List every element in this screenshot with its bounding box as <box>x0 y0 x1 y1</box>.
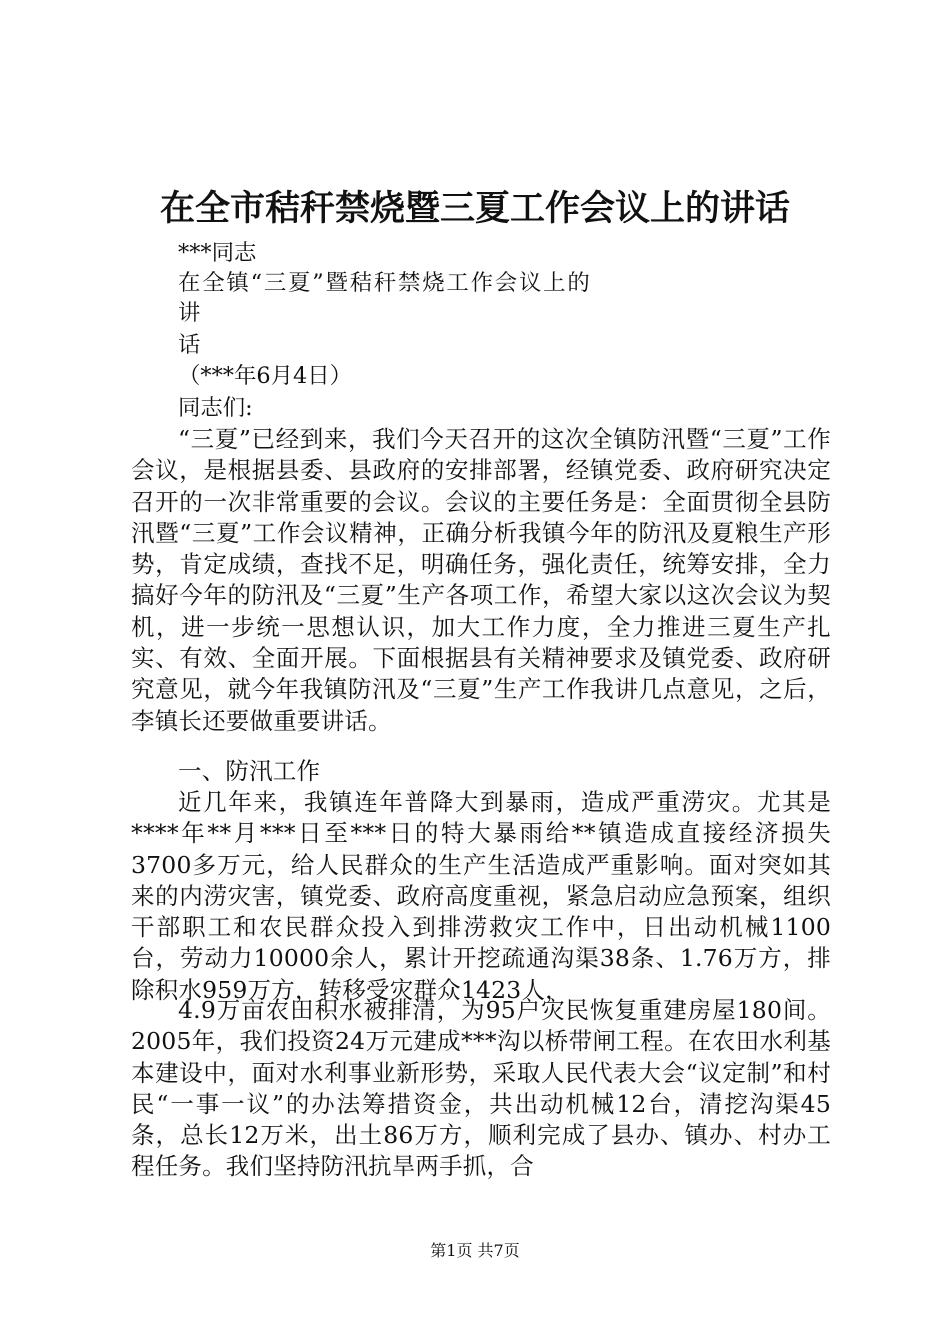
speaker-line: ***同志 <box>178 240 257 266</box>
subtitle-line: 在全镇“三夏”暨秸秆禁烧工作会议上的 <box>178 270 592 296</box>
subtitle-char-hua: 话 <box>178 332 201 358</box>
section-heading: 一、防汛工作 <box>178 757 321 785</box>
date-line: （***年6月4日） <box>178 363 353 389</box>
subtitle-char-jiang: 讲 <box>178 300 201 326</box>
document-title: 在全市秸秆禁烧暨三夏工作会议上的讲话 <box>159 188 790 229</box>
paragraph-intro: “三夏”已经到来，我们今天召开的这次全镇防汛暨“三夏”工作会议，是根据县委、县政府的安排部署，经镇党委、政府研究决定召开的一次非常重要的会议。会议的主要任务是：全面贯彻全县防汛暨“三夏”工作会议精神，正确分析我镇今年的防汛及夏粮生产形势，肯定成绩，查找不足，明确任务，强化责任，统筹安排，全力搞好今年的防汛及“三夏”生产各项工作，希望大家以这次会议为契机，进一步统一思想认识，加大工作力度，全力推进三夏生产扎实、有效、全面开展。下面根据县有关精神要求及镇党委、政府研究意见，就今年我镇防汛及“三夏”生产工作我讲几点意见，之后，李镇长还要做重要讲话。 <box>131 425 831 735</box>
paragraph-flood-1: 近几年来，我镇连年普降大到暴雨，造成严重涝灾。尤其是****年**月***日至***日的特大暴雨给**镇造成直接经济损失3700多万元，给人民群众的生产生活造成严重影响。面对突如其来的内涝灾害，镇党委、政府高度重视，紧急启动应急预案，组织干部职工和农民群众投入到排涝救灾工作中，日出动机械1100台，劳动力10000余人，累计开挖疏通沟渠38条、1.76万方，排除积水959万方，转移受灾群众1423人， <box>131 788 831 1004</box>
page-footer: 第1页 共7页 <box>430 1241 520 1260</box>
paragraph-flood-2: 4.9万亩农田积水被排清，为95户灾民恢复重建房屋180间。2005年，我们投资24万元建成***沟以桥带闸工程。在农田水利基本建设中，面对水利事业新形势，采取人民代表大会“议定制”和村民“一事一议”的办法筹措资金，共出动机械12台，清挖沟渠45条，总长12万米，出土86万方，顺利完成了县办、镇办、村办工程任务。我们坚持防汛抗旱两手抓，合 <box>131 996 831 1181</box>
salutation: 同志们: <box>178 395 253 421</box>
